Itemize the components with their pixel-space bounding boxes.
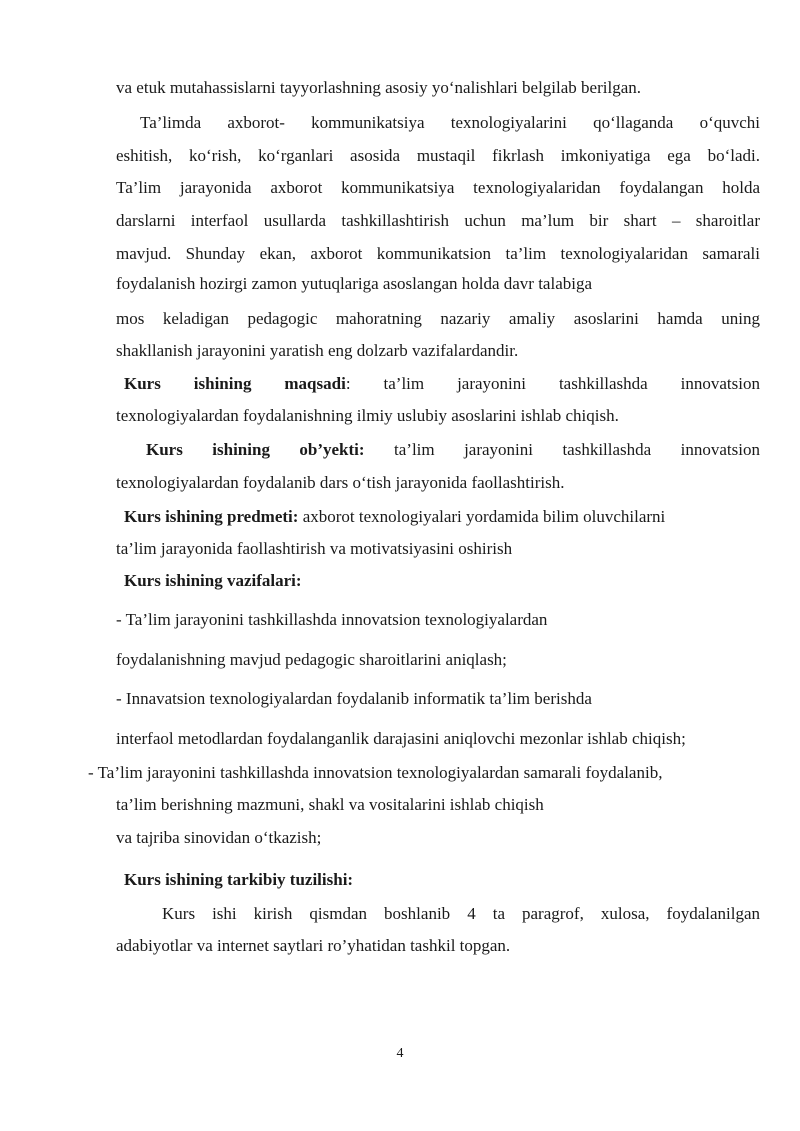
tuzilishi-label: Kurs ishining tarkibiy tuzilishi: [124, 870, 354, 889]
text-line-5: darslarni interfaol usullarda tashkillashtirish uchun ma’lum bir shart – sharoitlar [116, 211, 760, 230]
text-line-1: va etuk mutahassislarni tayyorlashning asosiy yo‘nalishlari belgilab berilgan. [116, 78, 641, 97]
text-line-6: mavjud. Shunday ekan, axborot kommunikatsion ta’lim texnologiyalaridan samarali [116, 244, 760, 263]
text-line-9: shakllanish jarayonini yaratish eng dolzarb vazifalardandir. [116, 341, 519, 360]
maqsad-continuation: texnologiyalardan foydalanishning ilmiy uslubiy asoslarini ishlab chiqish. [116, 406, 619, 425]
vazifa-item-2: foydalanishning mavjud pedagogic sharoitlarini aniqlash; [116, 650, 507, 669]
maqsad-colon: : [345, 374, 351, 393]
vazifa-item-4: interfaol metodlardan foydalanganlik darajasini aniqlovchi mezonlar ishlab chiqish; [116, 729, 686, 748]
maqsad-line [124, 373, 760, 395]
vazifa-item-6: ta’lim berishning mazmuni, shakl va vositalarini ishlab chiqish [116, 795, 544, 814]
page-number: 4 [396, 1046, 404, 1061]
obyekti-label: Kurs ishining ob’yekti: [146, 440, 365, 459]
vazifalari-label: Kurs ishining vazifalari: [124, 571, 302, 590]
maqsad-text: ta’lim jarayonini tashkillashda innovatsion [383, 374, 760, 393]
vazifa-item-5: - Ta’lim jarayonini tashkillashda innovatsion texnologiyalardan samarali foydalanib, [88, 763, 663, 782]
obyekti-text: ta’lim jarayonini tashkillashda innovatsion [394, 440, 760, 459]
tuzilishi-line-1: Kurs ishi kirish qismdan boshlanib 4 ta paragrof, xulosa, foydalanilgan [162, 904, 760, 923]
maqsad-label: Kurs ishining maqsadi [124, 374, 346, 393]
text-line-2: Ta’limda axborot- kommunikatsiya texnologiyalarini qo‘llaganda o‘quvchi [140, 113, 760, 132]
vazifa-item-1: - Ta’lim jarayonini tashkillashda innovatsion texnologiyalardan [116, 610, 548, 629]
text-line-4: Ta’lim jarayonida axborot kommunikatsiya texnologiyalaridan foydalangan holda [116, 178, 760, 197]
predmeti-text: axborot texnologiyalari yordamida bilim oluvchilarni [302, 507, 666, 526]
text-line-3: eshitish, ko‘rish, ko‘rganlari asosida mustaqil fikrlash imkoniyatiga ega bo‘ladi. [116, 146, 760, 165]
predmeti-line [124, 506, 665, 528]
vazifa-item-3: - Innavatsion texnologiyalardan foydalanib informatik ta’lim berishda [116, 689, 592, 708]
vazifa-item-7: va tajriba sinovidan o‘tkazish; [116, 828, 322, 847]
predmeti-continuation: ta’lim jarayonida faollashtirish va motivatsiyasini oshirish [116, 539, 513, 558]
text-line-7: foydalanish hozirgi zamon yutuqlariga asoslangan holda davr talabiga [116, 274, 593, 293]
predmeti-label: Kurs ishining predmeti: [124, 507, 299, 526]
text-line-8: mos keladigan pedagogic mahoratning nazariy amaliy asoslarini hamda uning [116, 309, 760, 328]
obyekti-line [146, 439, 760, 461]
obyekti-continuation: texnologiyalardan foydalanib dars o‘tish jarayonida faollashtirish. [116, 473, 565, 492]
tuzilishi-line-2: adabiyotlar va internet saytlari ro’yhatidan tashkil topgan. [116, 936, 511, 955]
